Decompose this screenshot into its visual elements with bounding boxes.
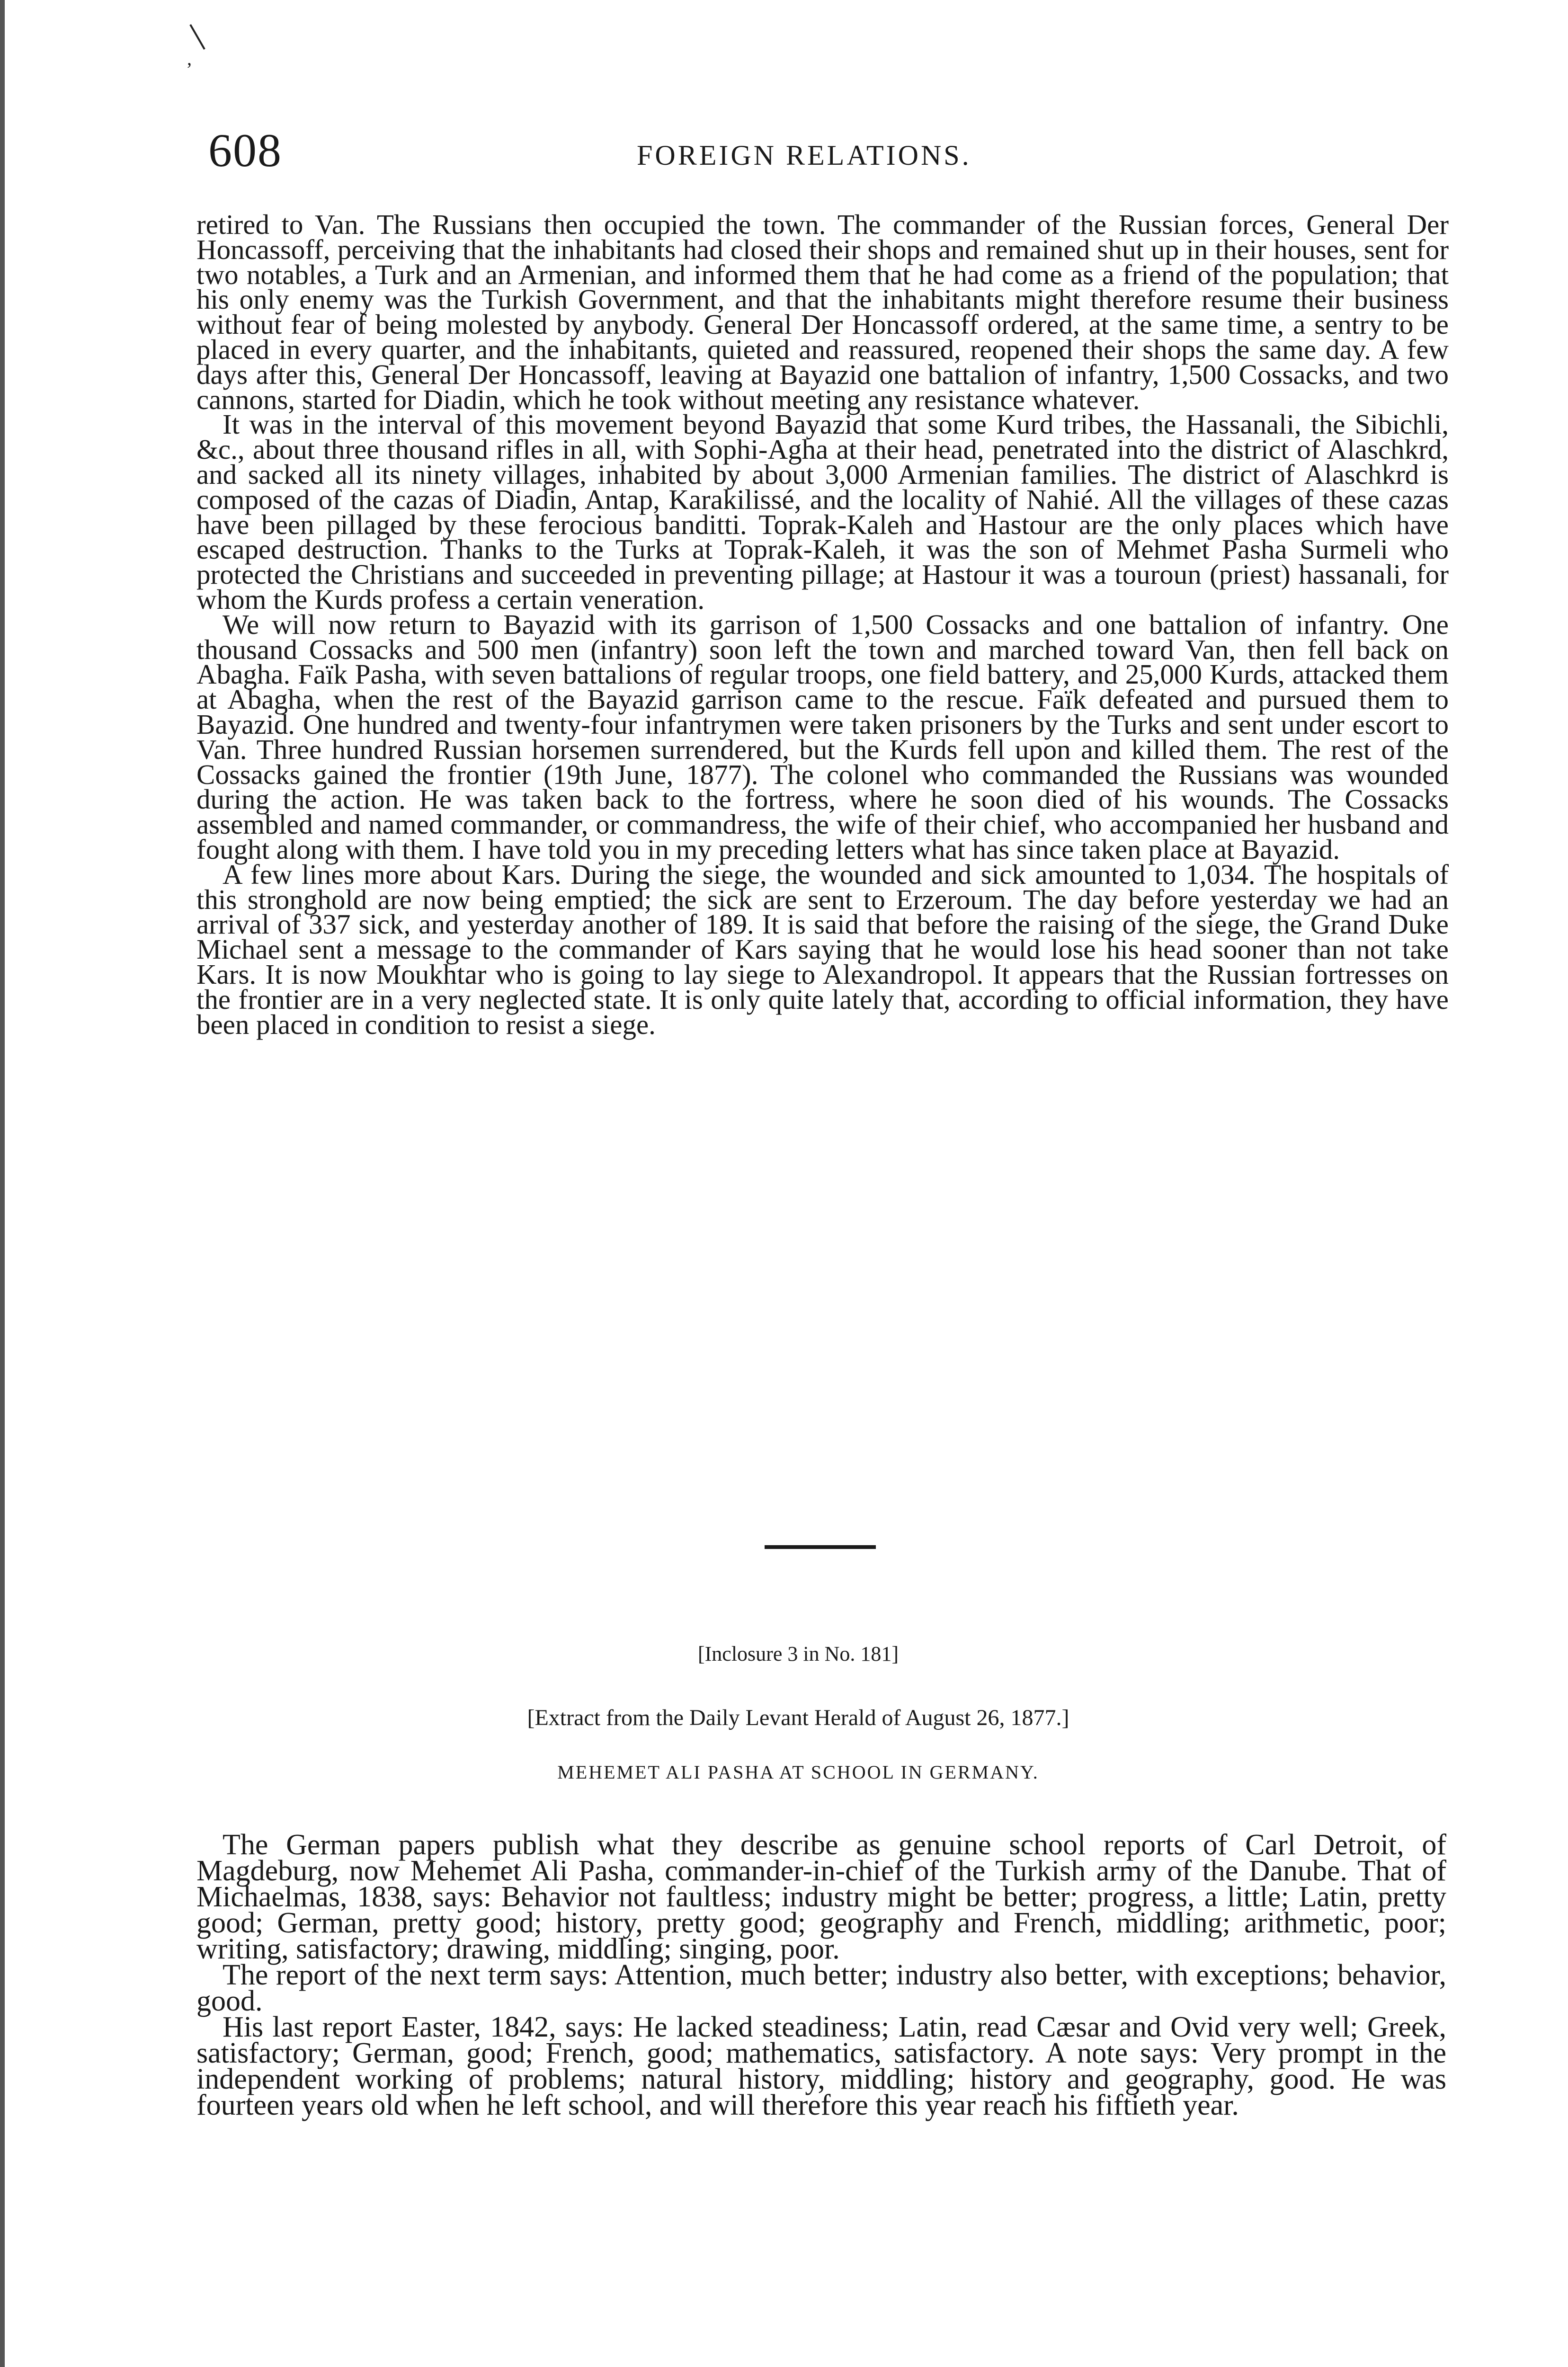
page-number: 608 — [208, 124, 282, 177]
paragraph-3: We will now return to Bayazid with its garrison of 1,500 Cossacks and one battalion of infantry. One thousand Cossacks and 500 men (infantry) soon left the town and marched toward Van, then fell back on Abagha. Faïk Pasha, with seven battalions of regular troops, one field battery, and 25,000 Kurds, attacked them at Abagha, when the rest of the Bayazid garrison came to the rescue. Faïk defeated and pursued them to Bayazid. One hundred and twenty-four infantrymen were taken prisoners by the Turks and sent under escort to Van. Three hundred Russian horsemen surrendered, but the Kurds fell upon and killed them. The rest of the Cossacks gained the frontier (19th June, 1877). The colonel who commanded the Russians was wounded during the action. He was taken back to the fortress, where he soon died of his wounds. The Cossacks assembled and named commander, or commandress, the wife of their chief, who accompanied her husband and fought along with them. I have told you in my preceding letters what has since taken place at Bayazid. — [196, 608, 1449, 865]
section-one-body — [196, 209, 1449, 1040]
extract-source: [Extract from the Daily Levant Herald of August 26, 1877.] — [527, 1705, 1069, 1730]
paragraph-1: retired to Van. The Russians then occupied the town. The commander of the Russian forces, General Der Honcassoff, perceiving that the inhabitants had closed their shops and remained shut up in their houses, sent for two notables, a Turk and an Armenian, and informed them that he had come as a friend of the population; that his only enemy was the Turkish Government, and that the inhabitants might therefore resume their business without fear of being molested by anybody. General Der Honcassoff ordered, at the same time, a sentry to be placed in every quarter, and the inhabitants, quieted and reassured, reopened their shops the same day. A few days after this, General Der Honcassoff, leaving at Bayazid one battalion of infantry, 1,500 Cossacks, and two cannons, started for Diadin, which he took without meeting any resistance whatever. — [196, 209, 1449, 415]
section-divider — [765, 1545, 876, 1549]
paragraph-7: His last report Easter, 1842, says: He lacked steadiness; Latin, read Cæsar and Ovid very well; Greek, satisfactory; German, good; French, good; mathematics, satisfactory. A note says: Very prompt in the independent working of problems; natural history, middling; history and geography, good. He was fourteen years old when he left school, and will therefore this year reach his fiftieth year. — [196, 2011, 1446, 2121]
stray-mark — [189, 24, 205, 50]
inclosure-label: [Inclosure 3 in No. 181] — [697, 1642, 899, 1665]
paragraph-2: It was in the interval of this movement beyond Bayazid that some Kurd tribes, the Hassanali, the Sibichli, &c., about three thousand rifles in all, with Sophi-Agha at their head, penetrated into the district of Alaschkrd, and sacked all its ninety villages, inhabited by about 3,000 Armenian families. The district of Alaschkrd is composed of the cazas of Diadin, Antap, Karakilissé, and the locality of Nahié. All the villages of these cazas have been pillaged by these ferocious banditti. Toprak-Kaleh and Hastour are the only places which have escaped destruction. Thanks to the Turks at Toprak-Kaleh, it was the son of Mehmet Pasha Surmeli who protected the Christians and succeeded in preventing pillage; at Hastour it was a touroun (priest) hassanali, for whom the Kurds profess a certain veneration. — [196, 409, 1449, 615]
section-two-body — [196, 1829, 1446, 2121]
paragraph-6: The report of the next term says: Attention, much better; industry also better, with exceptions; behavior, good. — [196, 1959, 1446, 2017]
running-head: FOREIGN RELATIONS. — [637, 140, 971, 171]
stray-comma: , — [187, 48, 192, 69]
page-edge-shadow — [0, 0, 5, 2367]
paragraph-4: A few lines more about Kars. During the siege, the wounded and sick amounted to 1,034. The hospitals of this stronghold are now being emptied; the sick are sent to Erzeroum. The day before yesterday we had an arrival of 337 sick, and yesterday another of 189. It is said that before the raising of the siege, the Grand Duke Michael sent a message to the commander of Kars saying that he would lose his head sooner than not take Kars. It is now Moukhtar who is going to lay siege to Alexandropol. It appears that the Russian fortresses on the frontier are in a very neglected state. It is only quite lately that, according to official information, they have been placed in condition to resist a siege. — [196, 858, 1449, 1040]
article-title: MEHEMET ALI PASHA AT SCHOOL IN GERMANY. — [557, 1762, 1039, 1783]
paragraph-5: The German papers publish what they describe as genuine school reports of Carl Detroit, of Magdeburg, now Mehemet Ali Pasha, commander-in-chief of the Turkish army of the Danube. That of Michaelmas, 1838, says: Behavior not faultless; industry might be better; progress, a little; Latin, pretty good; German, pretty good; history, pretty good; geography and French, middling; arithmetic, poor; writing, satisfactory; drawing, middling; singing, poor. — [196, 1829, 1446, 1965]
